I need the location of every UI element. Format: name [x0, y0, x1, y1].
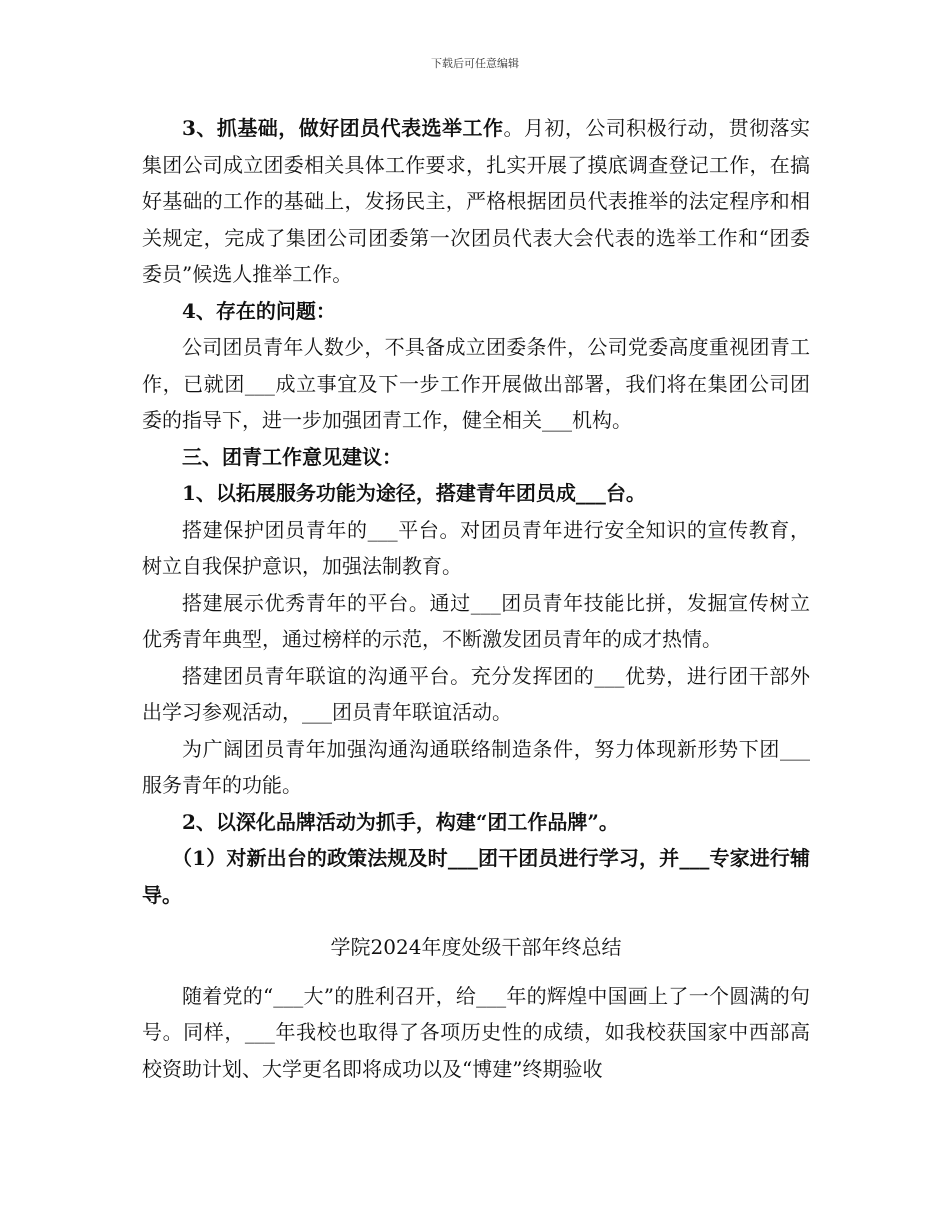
paragraph-showcase-platform: 搭建展示优秀青年的平台。通过___团员青年技能比拼，发掘宣传树立优秀青年典型，通过榜样的示范，不断激发团员青年的成才热情。 [142, 590, 810, 651]
paragraph-election-heading: 3、抓基础，做好团员代表选举工作 [182, 116, 504, 140]
heading-brand-activity: 2、以深化品牌活动为抓手，构建“团工作品牌”。 [182, 809, 619, 834]
paragraph-protection-platform: 搭建保护团员青年的___平台。对团员青年进行安全知识的宣传教育，树立自我保护意识，加强法制教育。 [142, 517, 810, 578]
paragraph-policy-study: （1）对新出台的政策法规及时___团干团员进行学习，并___专家进行辅导。 [142, 846, 810, 907]
document-body [142, 110, 810, 1087]
paragraph-problems: 公司团员青年人数少，不具备成立团委条件，公司党委高度重视团青工作，已就团___成立事宜及下一步工作开展做出部署，我们将在集团公司团委的指导下，进一步加强团青工作，健全相关___机构。 [142, 335, 810, 432]
paragraph-communication: 为广阔团员青年加强沟通沟通联络制造条件，努力体现新形势下团___服务青年的功能。 [142, 736, 810, 797]
paragraph-election-text: 。月初，公司积极行动，贯彻落实集团公司成立团委相关具体工作要求，扎实开展了摸底调查登记工作，在搞好基础的工作的基础上，发扬民主，严格根据团员代表推举的法定程序和相关规定，完成了集团公司团委第一次团员代表大会代表的选举工作和“团委委员”候选人推举工作。 [142, 116, 811, 286]
heading-suggestions: 三、团青工作意见建议： [182, 444, 402, 469]
paragraph-fellowship-platform: 搭建团员青年联谊的沟通平台。充分发挥团的___优势，进行团干部外出学习参观活动，___团员青年联谊活动。 [142, 663, 810, 724]
paragraph-summary-intro: 随着党的“___大”的胜利召开，给___年的辉煌中国画上了一个圆满的句号。同样，___年我校也取得了各项历史性的成绩，如我校获国家中西部高校资助计划、大学更名即将成功以及“博建”终期验收 [142, 983, 810, 1081]
heading-problems: 4、存在的问题： [182, 298, 336, 323]
page-header: 下载后可任意编辑 [431, 57, 519, 70]
heading-service-platform: 1、以拓展服务功能为途径，搭建青年团员成___台。 [182, 481, 646, 505]
paragraph-election [142, 110, 810, 293]
document-title: 学院2024年度处级干部年终总结 [330, 935, 622, 959]
